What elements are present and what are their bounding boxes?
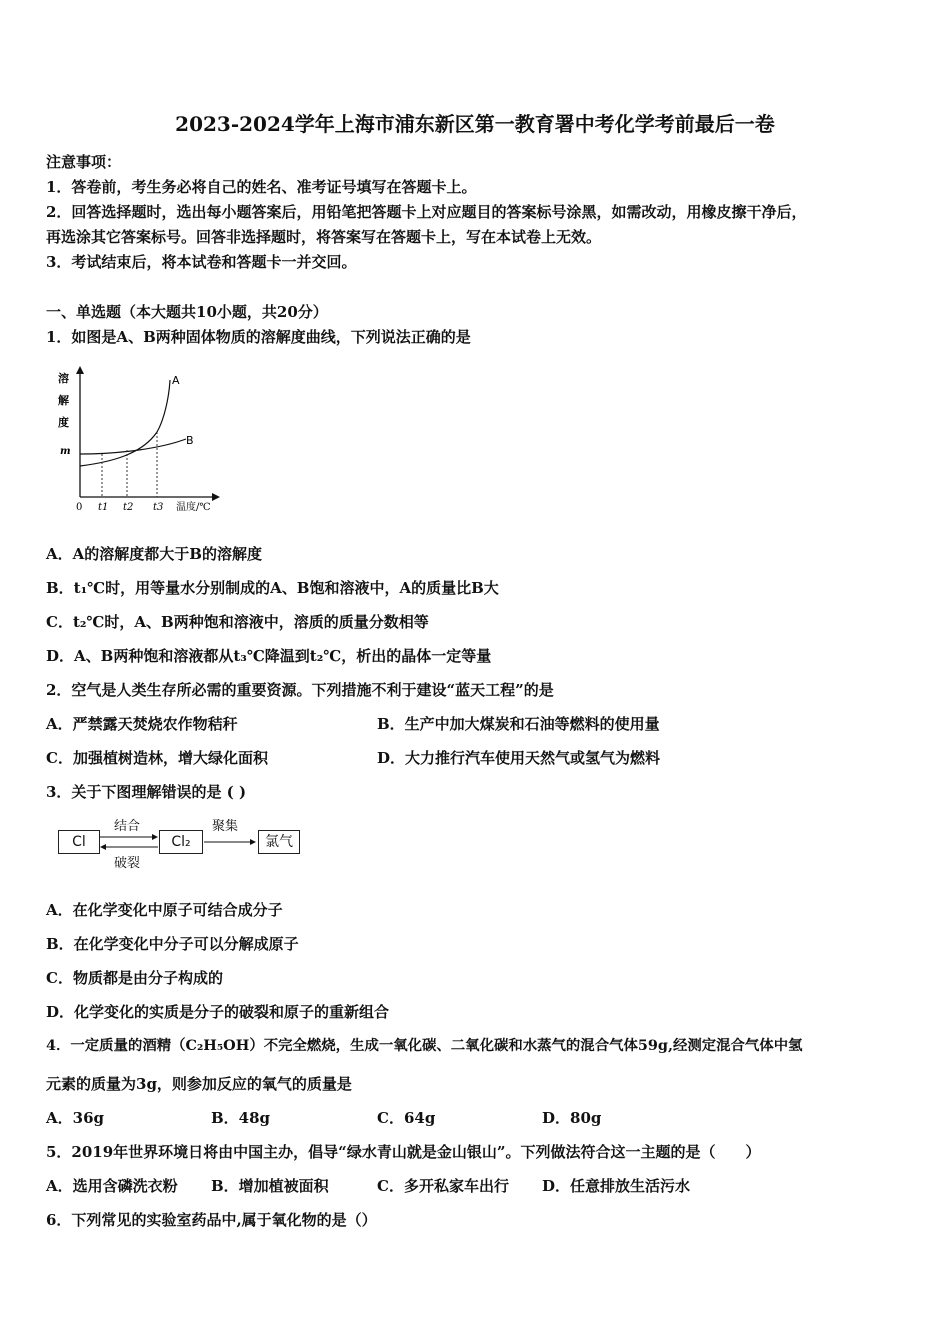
question-5-stem: 5．2019年世界环境日将由中国主办，倡导“绿水青山就是金山银山”。下列做法符合这一主题的是（ ） — [46, 1143, 761, 1161]
question-4-stem: 4．一定质量的酒精（C₂H₅OH）不完全燃烧，生成一氧化碳、二氧化碳和水蒸气的混合气体59g,经测定混合气体中氢 — [46, 1037, 803, 1054]
q4-option-b: B．48g — [211, 1109, 271, 1127]
q3-option-a: A．在化学变化中原子可结合成分子 — [46, 901, 283, 919]
y-label-char: 度 — [58, 416, 69, 429]
curve-b-label: B — [186, 434, 194, 447]
q1-option-d: D．A、B两种饱和溶液都从t₃℃降温到t₂℃，析出的晶体一定等量 — [46, 647, 492, 665]
y-axis-arrow — [76, 366, 84, 374]
notice-item: 2．回答选择题时，选出每小题答案后，用铅笔把答题卡上对应题目的答案标号涂黑，如需改动，用橡皮擦干净后， — [46, 203, 807, 221]
x-axis-arrow — [212, 493, 220, 501]
q3-option-c: C．物质都是由分子构成的 — [46, 969, 223, 987]
q2-option-b: B．生产中加大煤炭和石油等燃料的使用量 — [377, 715, 660, 733]
question-3-stem: 3．关于下图理解错误的是 ( ) — [46, 783, 247, 801]
gather-arrow-head — [250, 839, 256, 845]
chlorine-diagram — [56, 818, 306, 870]
q2-option-a: A．严禁露天焚烧农作物秸秆 — [46, 715, 238, 733]
q5-option-d: D．任意排放生活污水 — [542, 1177, 691, 1195]
forward-arrow-head — [152, 834, 158, 840]
gather-label: 聚集 — [212, 819, 239, 834]
break-label: 破裂 — [114, 856, 141, 871]
q4-option-a: A．36g — [46, 1109, 105, 1127]
y-label-unit: m — [60, 446, 71, 457]
q1-option-b: B．t₁℃时，用等量水分别制成的A、B饱和溶液中，A的质量比B大 — [46, 579, 499, 597]
y-label-char: 溶 — [58, 372, 69, 385]
notice-item: 1．答卷前，考生务必将自己的姓名、准考证号填写在答题卡上。 — [46, 178, 477, 196]
q2-option-d: D．大力推行汽车使用天然气或氢气为燃料 — [377, 749, 661, 767]
tick-label: t3 — [153, 502, 164, 513]
tick-label: t1 — [98, 502, 109, 513]
q4-option-d: D．80g — [542, 1109, 602, 1127]
q1-option-a: A．A的溶解度都大于B的溶解度 — [46, 545, 262, 563]
notice-item: 3．考试结束后，将本试卷和答题卡一并交回。 — [46, 253, 357, 271]
chlorine-molecule-box: Cl₂ — [159, 830, 203, 854]
curve-a-label: A — [172, 374, 180, 387]
question-1-stem: 1．如图是A、B两种固体物质的溶解度曲线，下列说法正确的是 — [46, 328, 471, 346]
section-heading: 一、单选题（本大题共10小题，共20分） — [46, 303, 328, 321]
question-6-stem: 6．下列常见的实验室药品中,属于氧化物的是（） — [46, 1211, 377, 1229]
combine-label: 结合 — [114, 819, 141, 834]
notice-item: 再选涂其它答案标号。回答非选择题时，将答案写在答题卡上，写在本试卷上无效。 — [46, 228, 602, 246]
q1-option-c: C．t₂℃时，A、B两种饱和溶液中，溶质的质量分数相等 — [46, 613, 429, 631]
q4-option-c: C．64g — [377, 1109, 436, 1127]
solubility-curve-graph — [52, 362, 232, 518]
reverse-arrow-head — [100, 844, 106, 850]
page-title: 2023-2024学年上海市浦东新区第一教育署中考化学考前最后一卷 — [175, 112, 775, 136]
q3-option-b: B．在化学变化中分子可以分解成原子 — [46, 935, 299, 953]
q3-option-d: D．化学变化的实质是分子的破裂和原子的重新组合 — [46, 1003, 390, 1021]
chlorine-atom-box: Cl — [58, 830, 100, 854]
q2-option-c: C．加强植树造林，增大绿化面积 — [46, 749, 268, 767]
chlorine-gas-box: 氯气 — [258, 830, 300, 854]
question-2-stem: 2．空气是人类生存所必需的重要资源。下列措施不利于建设“蓝天工程”的是 — [46, 681, 554, 699]
notice-heading: 注意事项： — [46, 153, 122, 171]
tick-label: t2 — [123, 502, 134, 513]
origin-label: 0 — [76, 502, 83, 513]
diagram-arrows — [56, 818, 306, 870]
q5-option-b: B．增加植被面积 — [211, 1177, 329, 1195]
question-4-stem-cont: 元素的质量为3g，则参加反应的氧气的质量是 — [46, 1075, 352, 1093]
q5-option-c: C．多开私家车出行 — [377, 1177, 509, 1195]
y-label-char: 解 — [58, 394, 69, 407]
x-axis-label: 温度/℃ — [176, 502, 211, 513]
q5-option-a: A．选用含磷洗衣粉 — [46, 1177, 178, 1195]
